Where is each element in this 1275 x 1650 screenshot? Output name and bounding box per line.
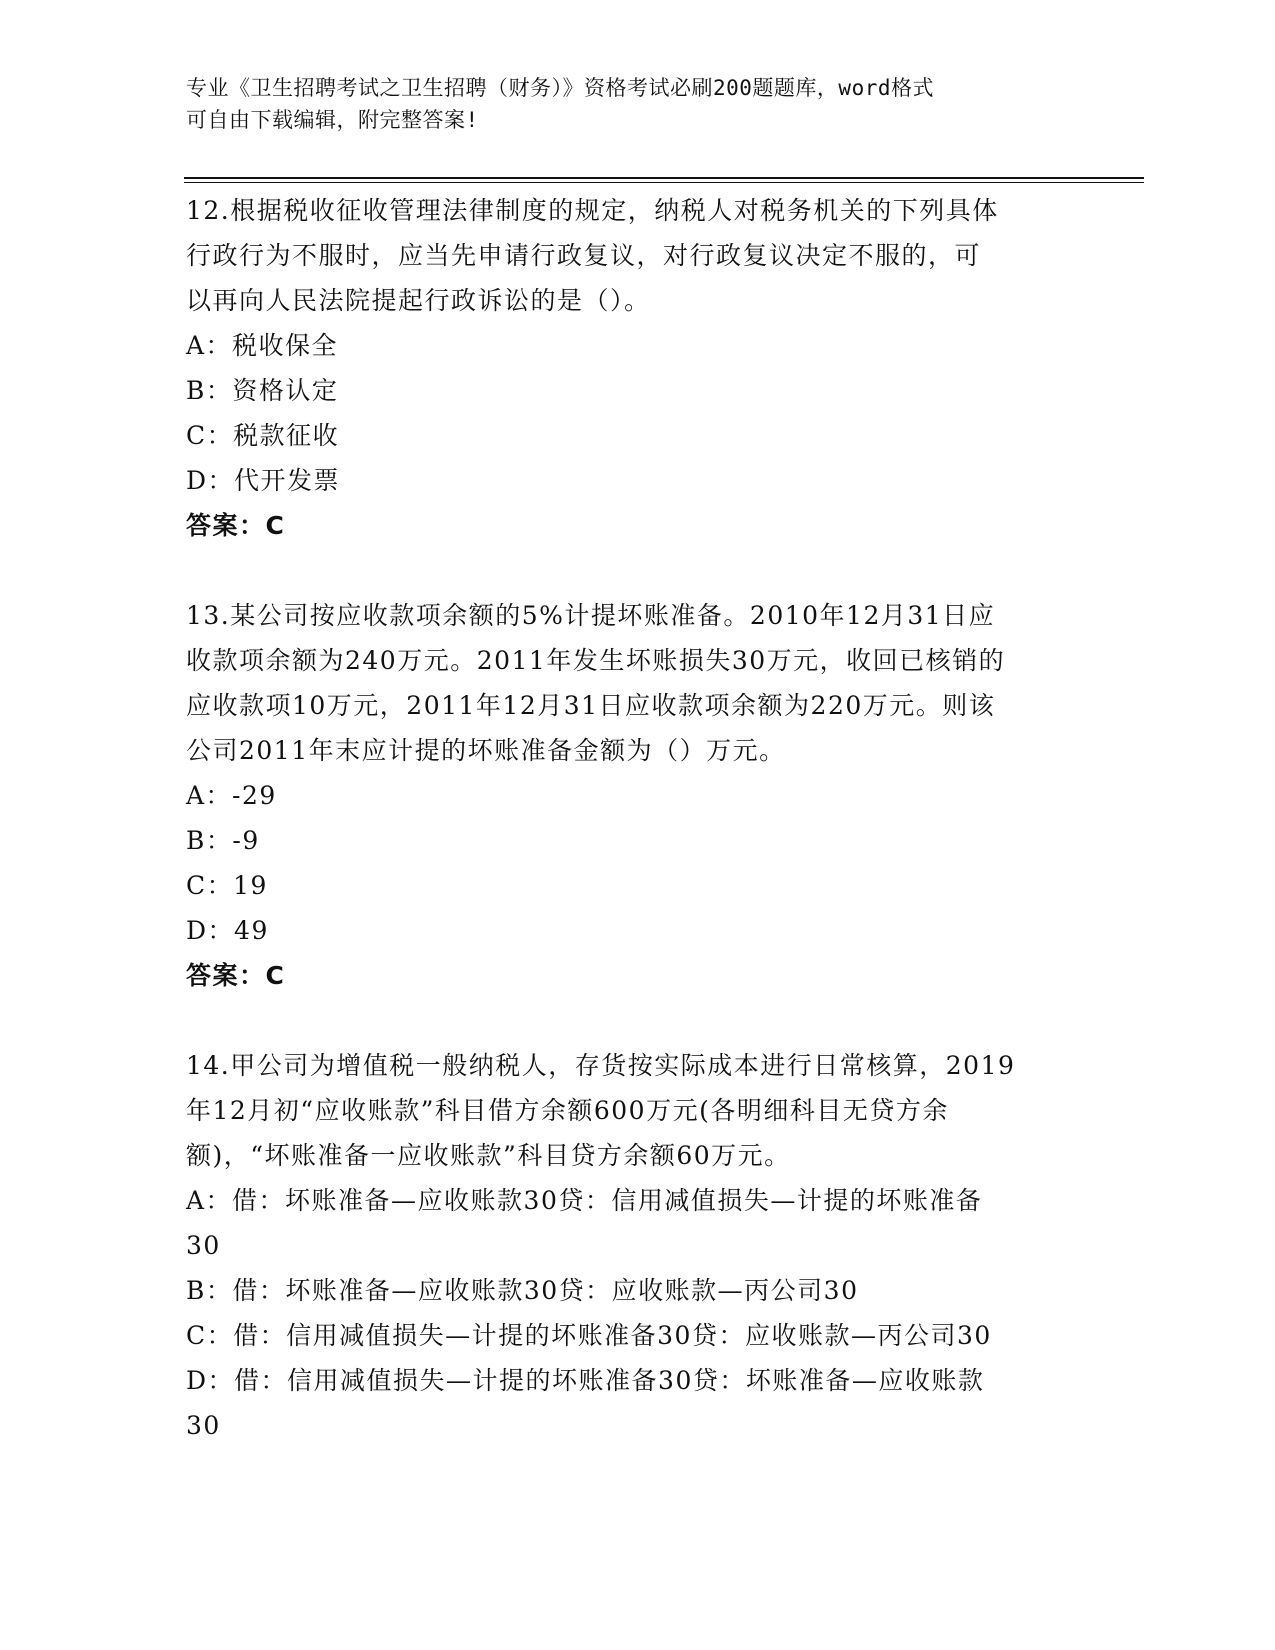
header-line-2: 可自由下载编辑，附完整答案! xyxy=(186,108,479,132)
option-c: C：19 xyxy=(186,871,268,900)
question-stem-line: 收款项余额为240万元。2011年发生坏账损失30万元，收回已核销的 xyxy=(186,646,1006,675)
option-d: D：借：信用减值损失—计提的坏账准备30贷：坏账准备—应收账款 xyxy=(186,1366,985,1395)
spacer xyxy=(186,548,1066,593)
header-divider-thin xyxy=(184,182,1144,183)
answer-label: 答案：C xyxy=(186,511,286,540)
document-body xyxy=(186,188,1066,1448)
header-divider xyxy=(184,177,1144,179)
question-stem-line: 13.某公司按应收款项余额的5%计提坏账准备。2010年12月31日应 xyxy=(186,601,996,630)
option-a: A：借：坏账准备—应收账款30贷：信用减值损失—计提的坏账准备 xyxy=(186,1186,983,1215)
option-b: B：借：坏账准备—应收账款30贷：应收账款—丙公司30 xyxy=(186,1276,859,1305)
option-c: C：税款征收 xyxy=(186,421,340,450)
question-stem-line: 应收款项10万元，2011年12月31日应收款项余额为220万元。则该 xyxy=(186,691,996,720)
question-stem-line: 14.甲公司为增值税一般纳税人，存货按实际成本进行日常核算，2019 xyxy=(186,1051,1016,1080)
option-b: B：-9 xyxy=(186,826,260,855)
option-a-continued: 30 xyxy=(186,1231,221,1260)
question-stem-line: 行政行为不服时，应当先申请行政复议，对行政复议决定不服的，可 xyxy=(186,241,982,270)
question-12 xyxy=(186,188,1066,548)
question-stem-line: 以再向人民法院提起行政诉讼的是（）。 xyxy=(186,286,651,315)
option-c: C：借：信用减值损失—计提的坏账准备30贷：应收账款—丙公司30 xyxy=(186,1321,992,1350)
document-header xyxy=(186,72,1066,136)
option-d: D：代开发票 xyxy=(186,466,341,495)
option-a: A：-29 xyxy=(186,781,277,810)
question-stem-line: 额)，“坏账准备一应收账款”科目贷方余额60万元。 xyxy=(186,1141,791,1170)
question-stem-line: 公司2011年末应计提的坏账准备金额为（）万元。 xyxy=(186,736,786,765)
header-line-1: 专业《卫生招聘考试之卫生招聘（财务）》资格考试必刷200题题库，word格式 xyxy=(186,76,934,100)
question-stem-line: 12.根据税收征收管理法律制度的规定，纳税人对税务机关的下列具体 xyxy=(186,196,999,225)
question-14 xyxy=(186,1043,1066,1448)
option-a: A：税收保全 xyxy=(186,331,339,360)
question-13 xyxy=(186,593,1066,998)
option-d-continued: 30 xyxy=(186,1411,221,1440)
spacer xyxy=(186,998,1066,1043)
option-b: B：资格认定 xyxy=(186,376,339,405)
answer-label: 答案：C xyxy=(186,961,286,990)
option-d: D：49 xyxy=(186,916,269,945)
question-stem-line: 年12月初“应收账款”科目借方余额600万元(各明细科目无贷方余 xyxy=(186,1096,949,1125)
